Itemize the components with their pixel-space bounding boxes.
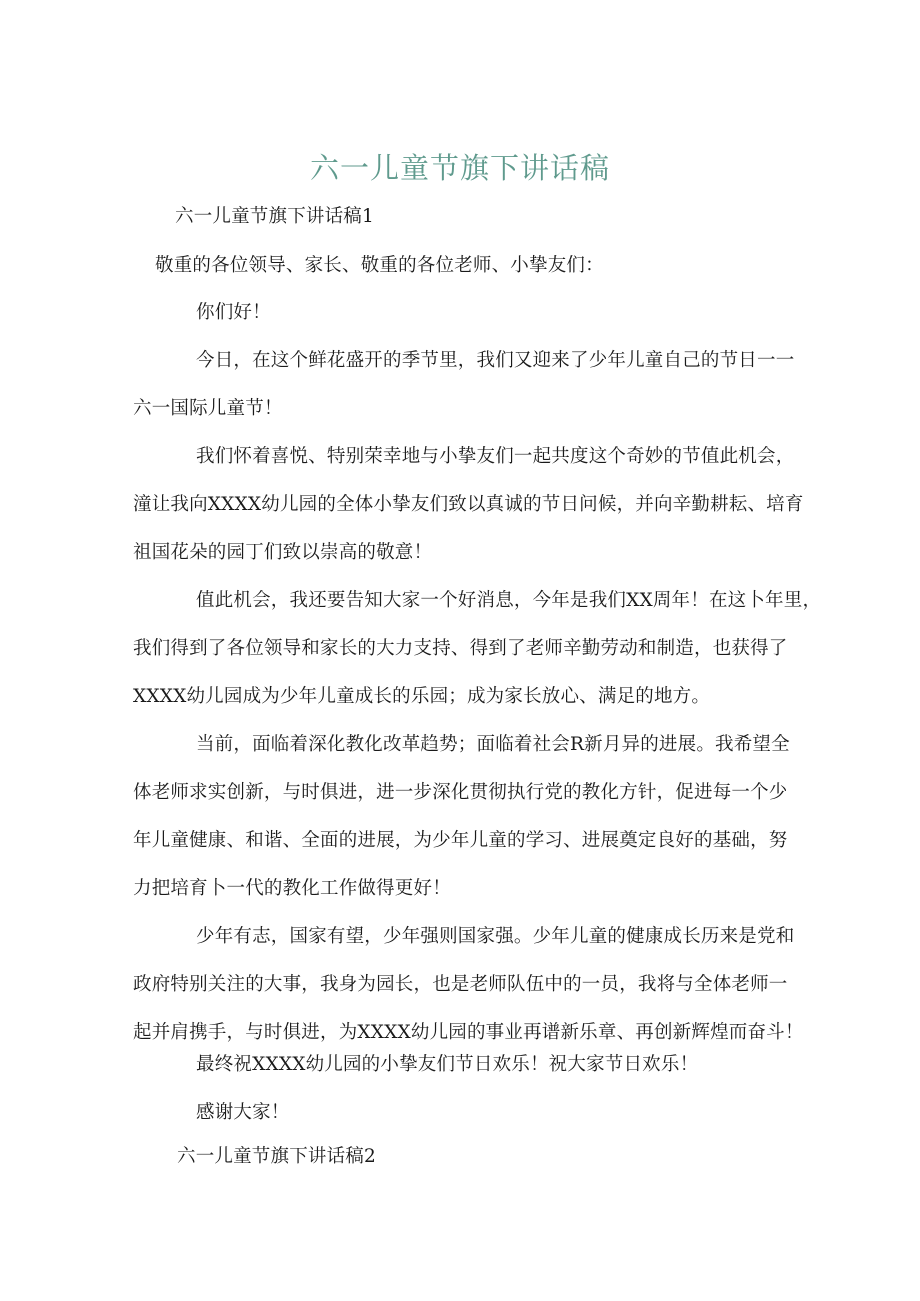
section-heading-2: 六一儿童节旗下讲话稿2: [177, 1146, 376, 1167]
paragraph-line: 潼让我向XXXX幼儿园的全体小挚友们致以真诚的节日问候，并向辛勤耕耘、培育: [133, 494, 804, 515]
paragraph-line: XXXX幼儿园成为少年儿童成长的乐园；成为家长放心、满足的地方。: [133, 686, 711, 707]
paragraph-line: 六一国际儿童节！: [133, 398, 283, 419]
closing-thanks: 感谢大家！: [196, 1102, 290, 1123]
paragraph-line: 力把培育卜一代的教化工作做得更好！: [133, 878, 451, 899]
paragraph-line: 我们怀着喜悦、特别荣幸地与小挚友们一起共度这个奇妙的节值此机会，: [196, 446, 795, 467]
paragraph-line: 政府特别关注的大事，我身为园长，也是老师队伍中的一员，我将与全体老师一: [133, 974, 788, 995]
paragraph-line: 年儿童健康、和谐、全面的进展，为少年儿童的学习、进展奠定良好的基础，努: [133, 830, 788, 851]
paragraph-line: 当前，面临着深化教化改革趋势；面临着社会R新月异的进展。我希望全: [196, 734, 790, 755]
section-heading-1: 六一儿童节旗下讲话稿1: [175, 206, 374, 227]
paragraph-line: 我们得到了各位领导和家长的大力支持、得到了老师辛勤劳动和制造，也获得了: [133, 638, 788, 659]
paragraph-line: 最终祝XXXX幼儿园的小挚友们节日欢乐！祝大家节日欢乐！: [196, 1054, 699, 1075]
paragraph-line: 少年有志，国家有望，少年强则国家强。少年儿童的健康成长历来是党和: [196, 926, 795, 947]
greeting: 你们好！: [196, 302, 271, 323]
paragraph-line: 今日，在这个鲜花盛开的季节里，我们又迎来了少年儿童自己的节日一一: [196, 350, 795, 371]
salutation: 敬重的各位领导、家长、敬重的各位老师、小挚友们：: [155, 255, 604, 276]
paragraph-line: 起并肩携手，与时俱进，为XXXX幼儿园的事业再谱新乐章、再创新辉煌而奋斗！: [133, 1022, 804, 1043]
paragraph-line: 体老师求实创新，与时俱进，进一步深化贯彻执行党的教化方针，促进每一个少: [133, 782, 788, 803]
paragraph-line: 值此机会，我还要告知大家一个好消息，今年是我们XX周年！在这卜年里，: [196, 590, 822, 611]
document-title: 六一儿童节旗下讲话稿: [309, 151, 610, 185]
paragraph-line: 祖国花朵的园丁们致以崇高的敬意！: [133, 542, 433, 563]
